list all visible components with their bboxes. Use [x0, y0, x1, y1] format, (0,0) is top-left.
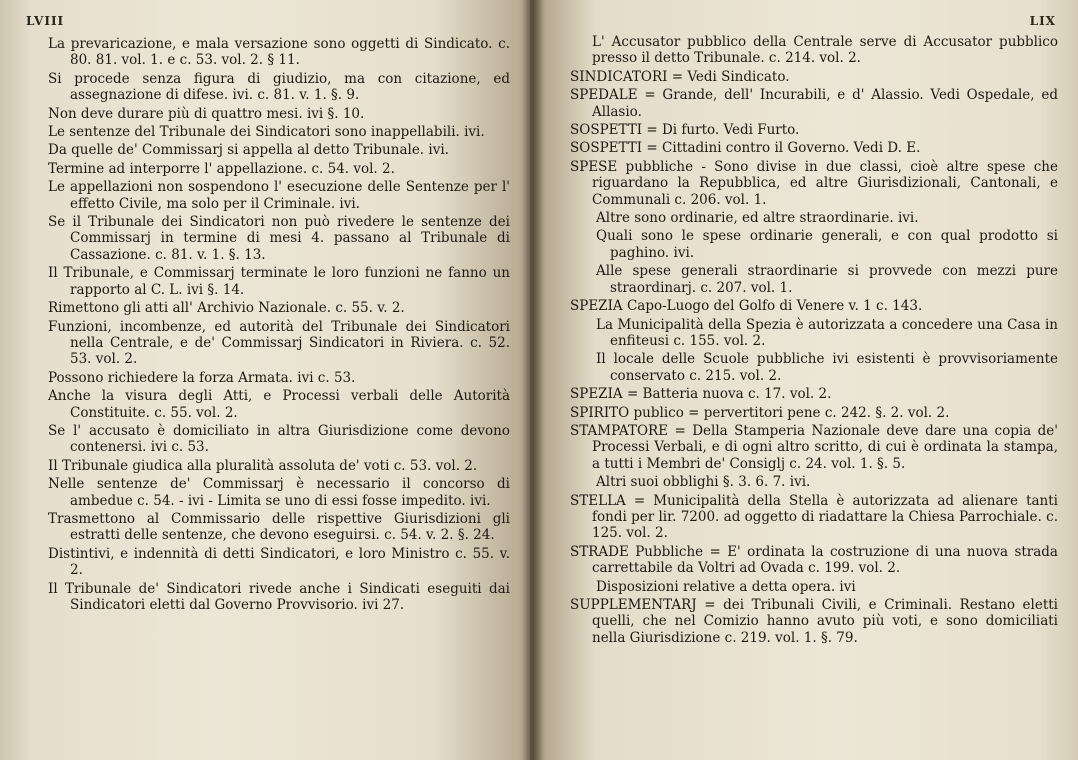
index-entry: Il Tribunale de' Sindicatori rivede anche i Sindicati eseguiti dai Sindicatori eletti dal Governo Provvisorio. ivi 27. [48, 580, 510, 613]
index-entry: Da quelle de' Commissarj si appella al detto Tribunale. ivi. [48, 142, 449, 159]
index-entry: Trasmettono al Commissario delle rispettive Giurisdizioni gli estratti delle sentenze, che devono eseguirsi. c. 54. v. 2. §. 24. [48, 510, 510, 544]
index-heading: STRADE Pubbliche = E' ordinata la costruzione di una nuova strada carrettabile da Voltri ad Ovada c. 199. vol. 2. [570, 543, 1058, 577]
index-heading: SOSPETTI = Di furto. Vedi Furto. [570, 122, 800, 139]
index-entry: Distintivi, e indennità di detti Sindicatori, e loro Ministro c. 55. v. 2. [48, 545, 510, 579]
index-heading: SINDICATORI = Vedi Sindicato. [570, 68, 790, 85]
index-heading: SPESE pubbliche - Sono divise in due classi, cioè altre spese che riguardano la Repubblica, ed altre Giurisdizionali, Cantonali, e Communali c. 206. vol. 1. [570, 158, 1058, 208]
index-entry: Termine ad interporre l' appellazione. c. 54. vol. 2. [48, 160, 395, 177]
index-heading: STAMPATORE = Della Stamperia Nazionale deve dare una copia de' Processi Verbali, e di ogni altro scritto, di cui è ordinata la stampa, a tutti i Membri de' Consiglj c. 24. vol. 1. §. 5. [570, 422, 1058, 472]
index-entry: Possono richiedere la forza Armata. ivi c. 53. [48, 369, 356, 386]
index-entry: Si procede senza figura di giudizio, ma con citazione, ed assegnazione di difese. ivi. c. 81. v. 1. §. 9. [48, 70, 510, 104]
index-entry: La prevaricazione, e mala versazione sono oggetti di Sindicato. c. 80. 81. vol. 1. e c. 53. vol. 2. § 11. [48, 36, 510, 69]
book-gutter [522, 0, 544, 760]
right-page-text [570, 34, 1058, 648]
index-subentry: Quali sono le spese ordinarie generali, e con qual prodotto si paghino. ivi. [596, 228, 1058, 261]
index-subentry: Disposizioni relative a detta opera. ivi [596, 578, 856, 595]
index-entry: Il Tribunale giudica alla pluralità assoluta de' voti c. 53. vol. 2. [48, 457, 478, 474]
index-subentry: Alle spese generali straordinarie si provvede con mezzi pure straordinarj. c. 207. vol. 1. [596, 263, 1058, 296]
index-subentry: Il locale delle Scuole pubbliche ivi esistenti è provvisoriamente conservato c. 215. vol. 2. [596, 351, 1058, 384]
index-entry: Le sentenze del Tribunale dei Sindicatori sono inappellabili. ivi. [48, 124, 485, 141]
index-heading: STELLA = Municipalità della Stella è autorizzata ad alienare tanti fondi per lir. 7200. ad oggetto di riadattare la Chiesa Parrochiale. c. 125. vol. 2. [570, 492, 1058, 542]
index-entry: L' Accusator pubblico della Centrale serve di Accusator pubblico presso il detto Tribunale. c. 214. vol. 2. [592, 34, 1058, 67]
index-entry: Funzioni, incombenze, ed autorità del Tribunale dei Sindicatori nella Centrale, e de' Commissarj Sindicatori in Riviera. c. 52. 53. vol. 2. [48, 318, 510, 368]
index-heading: SPEDALE = Grande, dell' Incurabili, e d' Alassio. Vedi Ospedale, ed Allasio. [570, 87, 1058, 120]
index-heading: SOSPETTI = Cittadini contro il Governo. Vedi D. E. [570, 140, 921, 157]
page-number-right: LIX [1029, 14, 1056, 28]
index-entry: Nelle sentenze de' Commissarj è necessario il concorso di ambedue c. 54. - ivi - Limita se uno di essi fosse impedito. ivi. [48, 476, 510, 509]
right-page [530, 0, 1078, 760]
index-entry: Le appellazioni non sospendono l' esecuzione delle Sentenze per l' effetto Civile, ma solo per il Criminale. ivi. [48, 179, 510, 212]
index-subentry: La Municipalità della Spezia è autorizzata a concedere una Casa in enfiteusi c. 155. vol. 2. [596, 316, 1058, 349]
index-entry: Se il Tribunale dei Sindicatori non può rivedere le sentenze dei Commissarj in termine di mesi 4. passano al Tribunale di Cassazione. c. 81. v. 1. §. 13. [48, 214, 510, 263]
index-entry: Non deve durare più di quattro mesi. ivi §. 10. [48, 105, 365, 122]
index-entry: Rimettono gli atti all' Archivio Nazionale. c. 55. v. 2. [48, 300, 405, 317]
left-page-text [48, 36, 510, 615]
index-heading: SPEZIA Capo-Luogo del Golfo di Venere v. 1 c. 143. [570, 298, 923, 315]
index-entry: Anche la visura degli Atti, e Processi verbali delle Autorità Constituite. c. 55. vol. 2. [48, 388, 510, 421]
index-entry: Il Tribunale, e Commissarj terminate le loro funzioni ne fanno un rapporto al C. L. ivi §. 14. [48, 265, 510, 298]
page-number-left: LVIII [26, 14, 65, 28]
index-heading: SPIRITO publico = pervertitori pene c. 242. §. 2. vol. 2. [570, 404, 950, 421]
index-heading: SPEZIA = Batteria nuova c. 17. vol. 2. [570, 386, 832, 403]
index-entry: Se l' accusato è domiciliato in altra Giurisdizione come devono contenersi. ivi c. 53. [48, 422, 510, 456]
index-subentry: Altre sono ordinarie, ed altre straordinarie. ivi. [596, 210, 919, 227]
index-subentry: Altri suoi obblighi §. 3. 6. 7. ivi. [596, 474, 811, 491]
index-heading: SUPPLEMENTARJ = dei Tribunali Civili, e Criminali. Restano eletti quelli, che nel Comizio hanno avuto più voti, e sono domiciliati nella Giurisdizione c. 219. vol. 1. §. 79. [570, 597, 1058, 646]
